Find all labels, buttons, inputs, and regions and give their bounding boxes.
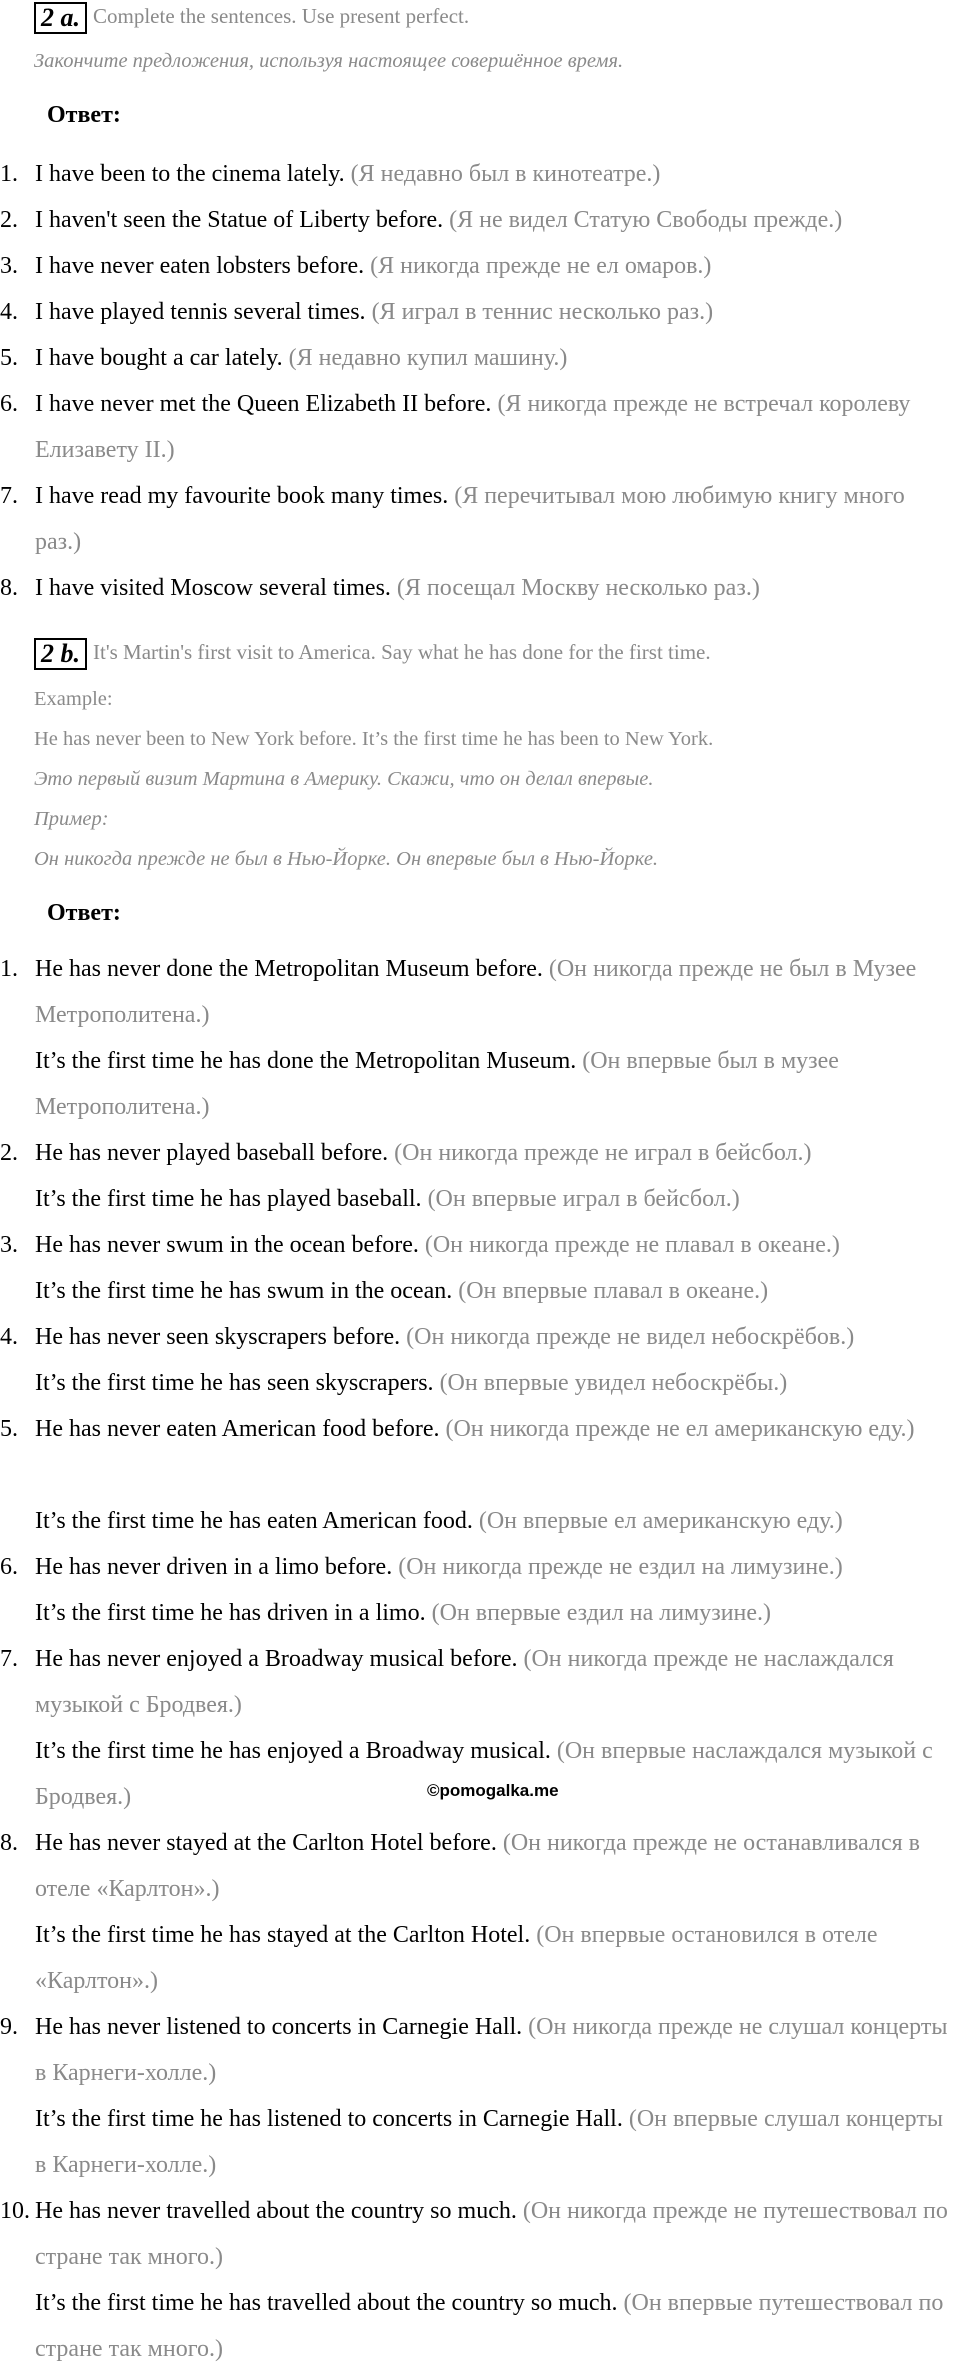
answer-english: It’s the first time he has driven in a limo. [35,1600,426,1626]
answer-russian: (Он впервые слушал концерты в Карнеги-холле.) [35,2106,943,2178]
answer-russian: (Он никогда прежде не останавливался в отеле «Карлтон».) [35,1830,920,1902]
answer-russian: (Он впервые наслаждался музыкой с Бродвея.) [35,1738,933,1810]
answer-russian: (Я недавно был в кинотеатре.) [350,161,661,187]
answer-number: 1. [0,161,18,187]
answer-english: It’s the first time he has done the Metropolitan Museum. [35,1048,577,1074]
answer-number: 6. [0,391,18,417]
answer-label-a: Ответ: [47,102,121,128]
answer-russian: (Он никогда прежде не слушал концерты в Карнеги-холле.) [35,2014,948,2086]
task-b-example-ru: Он никогда прежде не был в Нью-Йорке. Он впервые был в Нью-Йорке. [34,848,659,870]
answer-english: It’s the first time he has swum in the ocean. [35,1278,453,1304]
answer-number: 7. [0,1646,18,1672]
answer-english: It’s the first time he has enjoyed a Broadway musical. [35,1738,551,1764]
answer-number: 4. [0,1324,18,1350]
answer-english: I have never met the Queen Elizabeth II before. [35,391,492,417]
answer-number: 1. [0,956,18,982]
answer-english: I have visited Moscow several times. [35,575,391,601]
answer-russian: (Он впервые ездил на лимузине.) [431,1600,772,1626]
answer-label-b: Ответ: [47,900,121,926]
answer-russian: (Я перечитывал мою любимую книгу много раз.) [35,483,905,555]
answer-number: 2. [0,1140,18,1166]
answer-russian: (Я не видел Статую Свободы прежде.) [449,207,843,233]
answer-russian: (Я посещал Москву несколько раз.) [396,575,760,601]
task-a-instruction-ru: Закончите предложения, используя настоящее совершённое время. [34,50,624,72]
task-a-instruction: Complete the sentences. Use present perfect. [93,4,470,28]
answer-number: 9. [0,2014,18,2040]
answer-russian: (Он никогда прежде не путешествовал по стране так много.) [35,2198,948,2270]
answer-english: He has never seen skyscrapers before. [35,1324,401,1350]
task-b-example-label-ru: Пример: [34,808,109,830]
answer-english: He has never driven in a limo before. [35,1554,393,1580]
answer-russian: (Я никогда прежде не ел омаров.) [370,253,712,279]
answer-russian: (Он никогда прежде не играл в бейсбол.) [394,1140,812,1166]
answer-number: 8. [0,575,18,601]
answer-english: He has never stayed at the Carlton Hotel before. [35,1830,497,1856]
task-b-example: He has never been to New York before. It’s the first time he has been to New York. [34,728,714,750]
answer-english: It’s the first time he has listened to concerts in Carnegie Hall. [35,2106,623,2132]
answer-russian: (Он никогда прежде не плавал в океане.) [424,1232,840,1258]
answer-russian: (Он никогда прежде не наслаждался музыкой с Бродвея.) [35,1646,894,1718]
answer-russian: (Он впервые путешествовал по стране так много.) [35,2290,944,2362]
answer-english: I haven't seen the Statue of Liberty before. [35,207,444,233]
answer-english: It’s the first time he has eaten American food. [35,1508,473,1534]
answer-english: He has never enjoyed a Broadway musical before. [35,1646,518,1672]
answer-english: I have played tennis several times. [35,299,366,325]
task-b-instruction-ru: Это первый визит Мартина в Америку. Скажи, что он делал впервые. [34,768,654,790]
answer-english: It’s the first time he has seen skyscrapers. [35,1370,434,1396]
task-b-header [34,638,711,670]
answer-english: It’s the first time he has travelled about the country so much. [35,2290,618,2316]
answer-number: 5. [0,1416,18,1442]
answer-russian: (Он впервые был в музее Метрополитена.) [35,1048,839,1120]
answer-russian: (Он впервые увидел небоскрёбы.) [439,1370,788,1396]
answer-number: 8. [0,1830,18,1856]
answer-number: 7. [0,483,18,509]
answer-number: 5. [0,345,18,371]
task-b-label: 2 b. [34,638,87,670]
answer-english: It’s the first time he has played baseball. [35,1186,422,1212]
answer-english: He has never played baseball before. [35,1140,389,1166]
task-a-label: 2 a. [34,2,87,34]
answer-english: He has never listened to concerts in Carnegie Hall. [35,2014,523,2040]
task-b-example-label: Example: [34,688,113,710]
task-a-header [34,2,469,34]
answer-number: 6. [0,1554,18,1580]
answer-russian: (Он впервые остановился в отеле «Карлтон».) [35,1922,878,1994]
answer-english: I have read my favourite book many times. [35,483,449,509]
answer-english: I have never eaten lobsters before. [35,253,365,279]
answer-english: He has never eaten American food before. [35,1416,440,1442]
answer-russian: (Я недавно купил машину.) [288,345,568,371]
answer-russian: (Он впервые плавал в океане.) [458,1278,769,1304]
answer-russian: (Он никогда прежде не видел небоскрёбов.) [406,1324,855,1350]
answer-number: 3. [0,253,18,279]
answer-russian: (Он никогда прежде не был в Музее Метрополитена.) [35,956,917,1028]
answer-russian: (Он никогда прежде не ездил на лимузине.) [398,1554,843,1580]
answer-english: I have been to the cinema lately. [35,161,345,187]
answer-english: He has never swum in the ocean before. [35,1232,419,1258]
answer-russian: (Я играл в теннис несколько раз.) [371,299,714,325]
answer-russian: (Он впервые ел американскую еду.) [478,1508,843,1534]
answer-english: It’s the first time he has stayed at the Carlton Hotel. [35,1922,531,1948]
answer-number: 2. [0,207,18,233]
answer-english: He has never travelled about the country so much. [35,2198,517,2224]
answer-russian: (Я никогда прежде не встречал королеву Елизавету II.) [35,391,911,463]
answer-number: 3. [0,1232,18,1258]
watermark: ©pomogalka.me [427,1781,559,1800]
answer-number: 4. [0,299,18,325]
answer-number: 10. [0,2198,30,2224]
answer-russian: (Он никогда прежде не ел американскую еду.) [445,1416,915,1442]
answer-english: He has never done the Metropolitan Museum before. [35,956,543,982]
answer-english: I have bought a car lately. [35,345,283,371]
answer-russian: (Он впервые играл в бейсбол.) [427,1186,740,1212]
task-b-instruction: It's Martin's first visit to America. Say what he has done for the first time. [93,640,711,664]
